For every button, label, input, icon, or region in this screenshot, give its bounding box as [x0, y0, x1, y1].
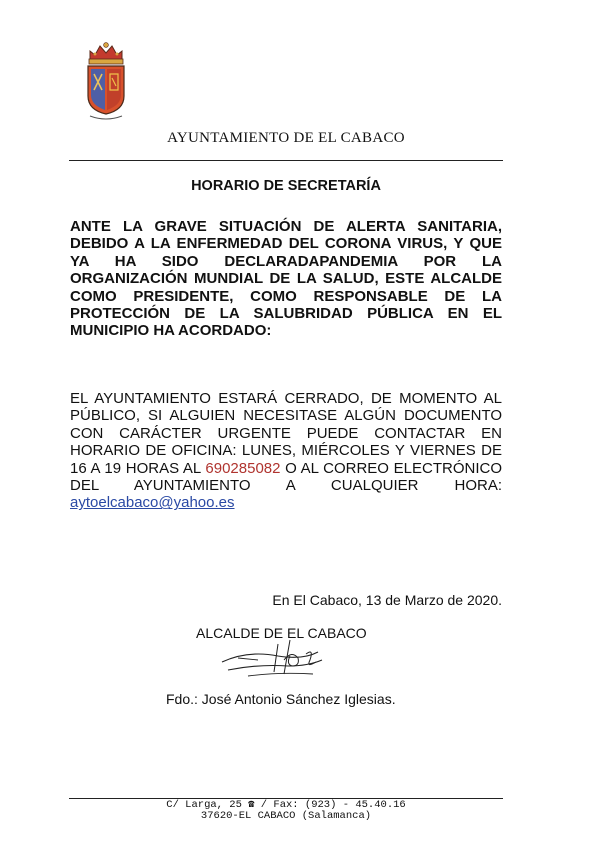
signer-title: ALCALDE DE EL CABACO	[196, 625, 367, 641]
coat-of-arms-icon	[84, 40, 128, 122]
intro-paragraph: ANTE LA GRAVE SITUACIÓN DE ALERTA SANITARIA, DEBIDO A LA ENFERMEDAD DEL CORONA VIRUS, Y QUE YA HA SIDO DECLARADAPANDEMIA POR LA ORGANIZACIÓN MUNDIAL DE LA SALUD, ESTE ALCALDE COMO PRESIDENTE, COMO RESPONSABLE DE LA PROTECCIÓN DE LA SALUBRIDAD PÚBLICA EN EL MUNICIPIO HA ACORDADO:	[70, 218, 502, 340]
notice-text-1: EL AYUNTAMIENTO ESTARÁ CERRADO, DE MOMENTO AL PÚBLICO, SI ALGUIEN NECESITASE ALGÚN DOCUMENTO CON CARÁCTER URGENTE PUEDE CONTACTAR EN HORARIO DE OFICINA: LUNES, MIÉRCOLES Y VIERNES DE 16 A 19 HORAS AL	[70, 390, 502, 477]
header-divider	[69, 160, 503, 161]
date-line: En El Cabaco, 13 de Marzo de 2020.	[272, 592, 502, 608]
phone-number[interactable]: 690285082	[205, 459, 281, 477]
notice-text-2: O AL CORREO ELECTRÓNICO DEL AYUNTAMIENTO A CUALQUIER HORA:	[70, 459, 502, 495]
signed-by: Fdo.: José Antonio Sánchez Iglesias.	[166, 691, 396, 707]
signature-icon	[218, 630, 338, 686]
email-link[interactable]: aytoelcabaco@yahoo.es	[70, 494, 235, 512]
page-title: HORARIO DE SECRETARÍA	[191, 178, 381, 194]
town-header: AYUNTAMIENTO DE EL CABACO	[167, 130, 405, 146]
footer-address: C/ Larga, 25 ☎ / Fax: (923) - 45.40.16	[166, 799, 406, 811]
footer-postal: 37620-EL CABACO (Salamanca)	[200, 810, 372, 822]
notice-paragraph	[70, 390, 502, 512]
